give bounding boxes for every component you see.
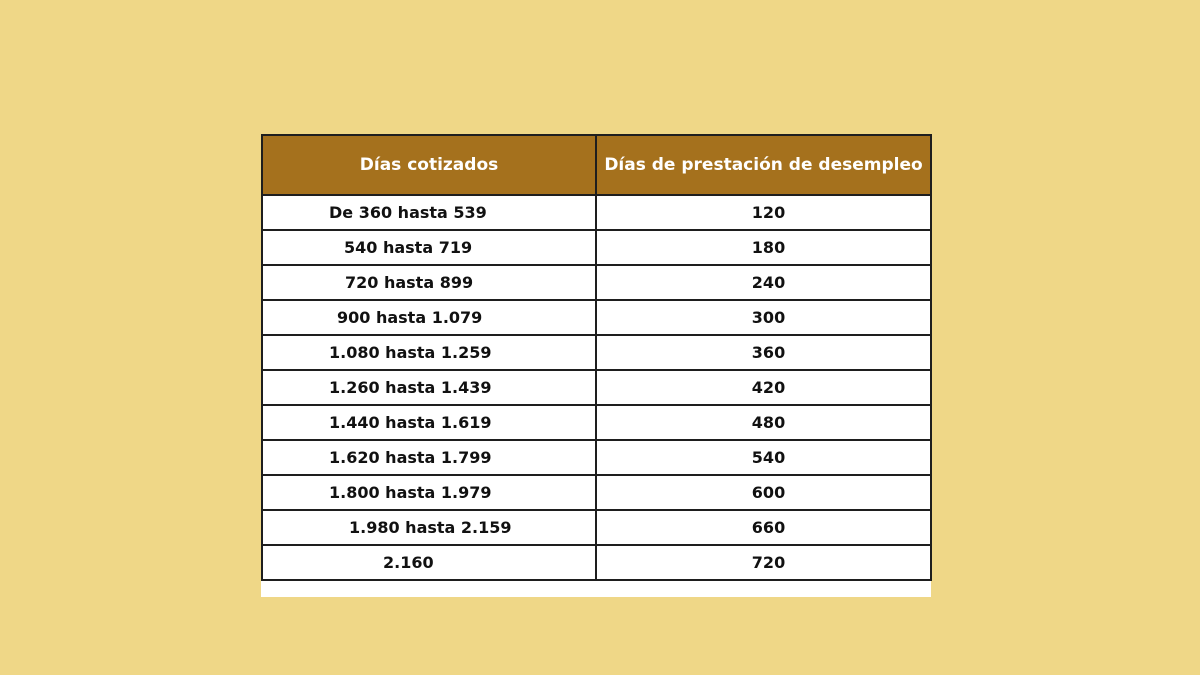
- header-row: [262, 135, 931, 195]
- range-cell: 900 hasta 1.079: [262, 300, 596, 335]
- days-cell: 120: [596, 195, 931, 230]
- range-cell: 1.800 hasta 1.979: [262, 475, 596, 510]
- days-cell: 540: [596, 440, 931, 475]
- table-row: [262, 265, 931, 300]
- range-cell: 720 hasta 899: [262, 265, 596, 300]
- range-cell: 540 hasta 719: [262, 230, 596, 265]
- range-cell: 1.440 hasta 1.619: [262, 405, 596, 440]
- table-row: [262, 475, 931, 510]
- table-header: [262, 135, 931, 195]
- table-row: [262, 545, 931, 580]
- days-cell: 420: [596, 370, 931, 405]
- benefits-table-container: [261, 134, 931, 597]
- table-row: [262, 195, 931, 230]
- days-cell: 300: [596, 300, 931, 335]
- days-cell: 180: [596, 230, 931, 265]
- range-cell: 1.080 hasta 1.259: [262, 335, 596, 370]
- days-cell: 360: [596, 335, 931, 370]
- days-cell: 660: [596, 510, 931, 545]
- table-row: [262, 510, 931, 545]
- table-body: [262, 195, 931, 580]
- range-cell: 1.260 hasta 1.439: [262, 370, 596, 405]
- header-dias-prestacion: Días de prestación de desempleo: [596, 135, 931, 195]
- days-cell: 480: [596, 405, 931, 440]
- days-cell: 240: [596, 265, 931, 300]
- range-cell: 1.980 hasta 2.159: [262, 510, 596, 545]
- table-row: [262, 370, 931, 405]
- table-row: [262, 335, 931, 370]
- benefits-table: [261, 134, 932, 581]
- table-row: [262, 230, 931, 265]
- range-cell: De 360 hasta 539: [262, 195, 596, 230]
- days-cell: 600: [596, 475, 931, 510]
- table-row: [262, 300, 931, 335]
- table-row: [262, 440, 931, 475]
- range-cell: 2.160: [262, 545, 596, 580]
- table-row: [262, 405, 931, 440]
- range-cell: 1.620 hasta 1.799: [262, 440, 596, 475]
- header-dias-cotizados: Días cotizados: [262, 135, 596, 195]
- days-cell: 720: [596, 545, 931, 580]
